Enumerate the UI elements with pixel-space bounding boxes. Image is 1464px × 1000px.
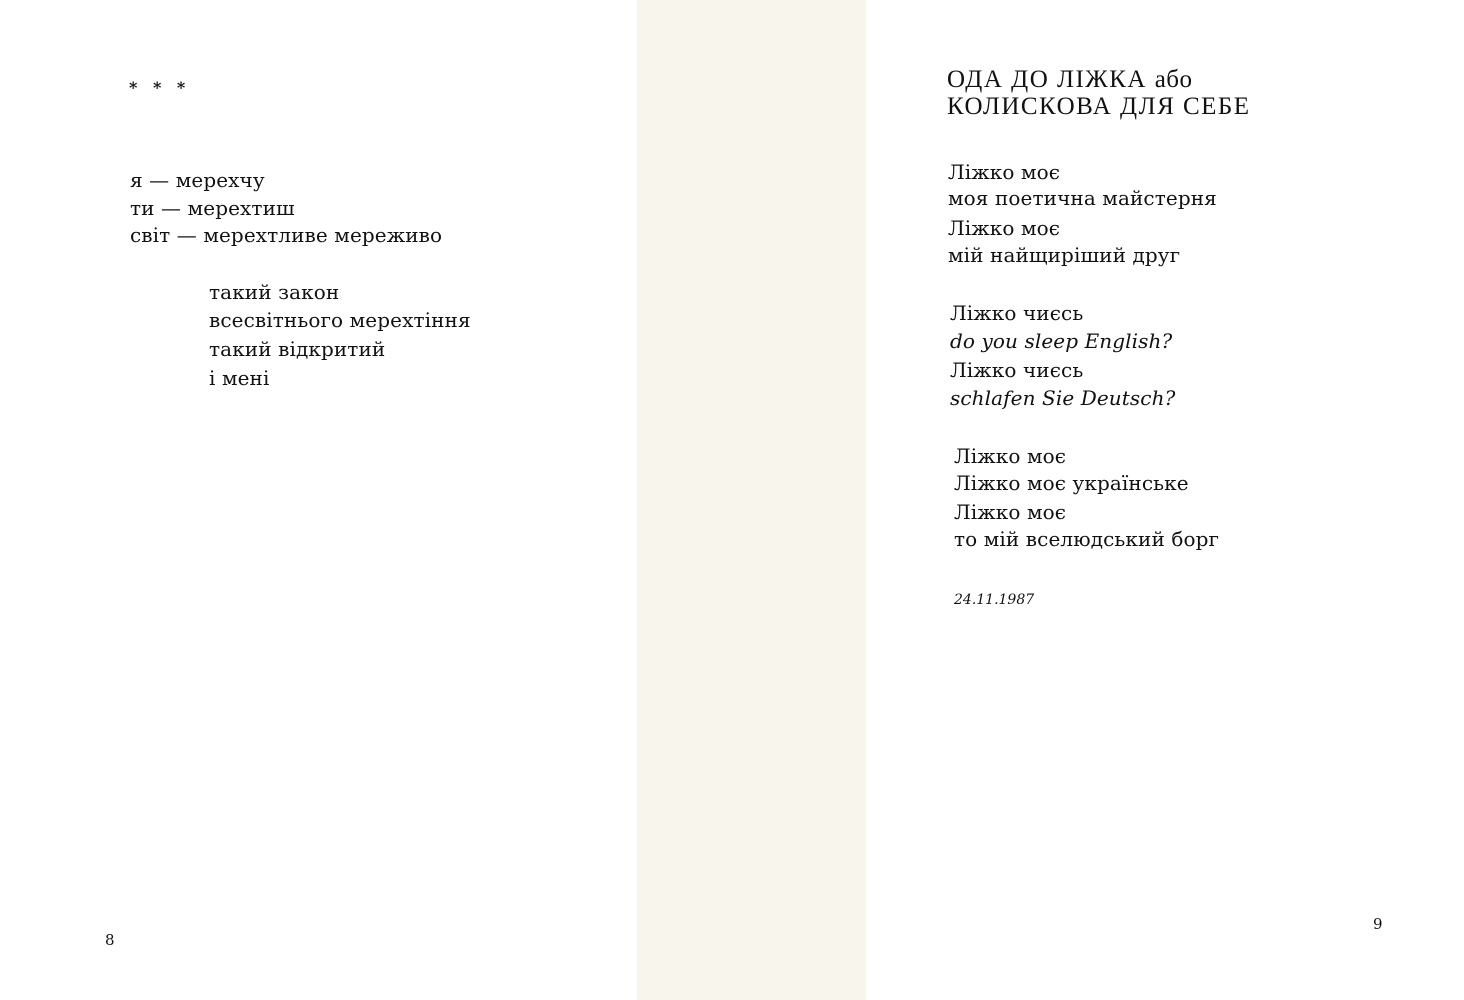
page-number: 9 <box>1373 915 1383 933</box>
poem-line: мій найщиріший друг <box>948 243 1181 267</box>
poem-line: Ліжко чиєсь <box>950 301 1084 325</box>
poem-line: то мій вселюдський борг <box>954 527 1220 551</box>
section-stars: * * * <box>129 78 191 97</box>
poem-date: 24.11.1987 <box>954 592 1035 608</box>
poem-line: світ — мерехтливе мереживо <box>130 223 443 247</box>
poem-line: Ліжко моє <box>948 160 1061 184</box>
book-gutter <box>637 0 866 1000</box>
poem-line: Ліжко чиєсь <box>950 358 1084 382</box>
poem-title-small: або <box>1154 66 1193 93</box>
poem-line: Ліжко моє <box>954 500 1067 524</box>
page-number: 8 <box>105 931 115 949</box>
poem-line: я — мерехчу <box>130 168 265 192</box>
poem-line: моя поетична майстерня <box>948 186 1217 210</box>
poem-line: ти — мерехтиш <box>130 196 295 220</box>
left-page <box>0 0 637 1000</box>
poem-title-caps: ОДА ДО ЛІЖКА <box>947 66 1147 93</box>
poem-line: такий закон <box>209 280 340 304</box>
poem-line: do you sleep English? <box>950 329 1173 353</box>
poem-line: Ліжко моє <box>948 216 1061 240</box>
poem-line: Ліжко моє <box>954 444 1067 468</box>
poem-line: всесвітнього мерехтіння <box>209 308 471 332</box>
poem-title-line-1 <box>947 67 1193 92</box>
poem-title-line-2: КОЛИСКОВА ДЛЯ СЕБЕ <box>947 93 1251 120</box>
poem-line: такий відкритий <box>209 337 386 361</box>
poem-line: і мені <box>209 366 270 390</box>
poem-line: schlafen Sie Deutsch? <box>950 386 1176 410</box>
poem-line: Ліжко моє українське <box>954 471 1189 495</box>
